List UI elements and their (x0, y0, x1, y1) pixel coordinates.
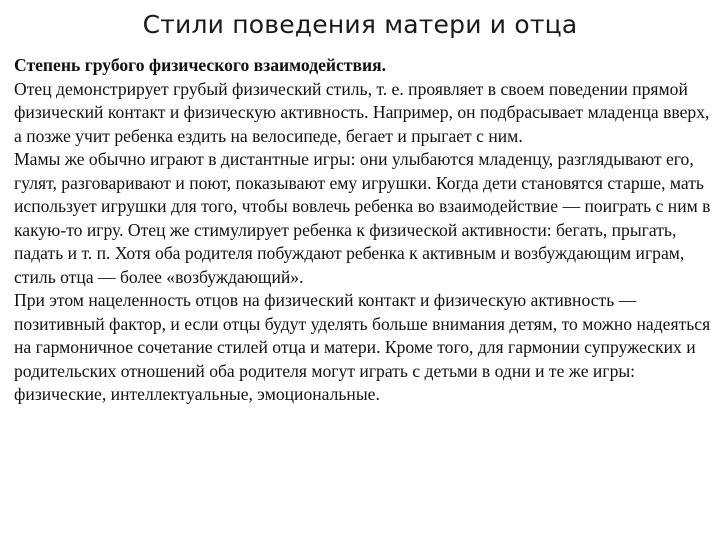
paragraph-mother-style: Мамы же обычно играют в дистантные игры: они улыбаются младенцу, разглядывают его, гулят, разговаривают и поют, показывают ему игрушки. Когда дети становятся старше, мать использует игрушки для того, чтобы вовлечь ребенка во взаимодействие — поиграть с ним в какую-то игру. Отец же стимулирует ребенка к физической активности: бегать, прыгать, падать и т. п. Хотя оба родителя побуждают ребенка к активным и возбуждающим играм, стиль отца — более «возбуждающий». (14, 149, 711, 287)
paragraph-harmony: При этом нацеленность отцов на физический контакт и физическую активность — позитивный фактор, и если отцы будут уделять больше внимания детям, то можно надеяться на гармоничное сочетание стилей отца и матери. Кроме того, для гармонии супружеских и родительских отношений оба родителя могут играть с детьми в одни и те же игры: физические, интеллектуальные, эмоциональные. (14, 290, 711, 404)
slide-title: Стили поведения матери и отца (142, 10, 578, 39)
paragraph-father-style: Отец демонстрирует грубый физический стиль, т. е. проявляет в своем поведении прямой физический контакт и физическую активность. Например, он подбрасывает младенца вверх, а позже учит ребенка ездить на велосипеде, бегает и прыгает с ним. (14, 78, 710, 146)
section-heading: Степень грубого физического взаимодействия. (14, 55, 387, 75)
slide-body (14, 54, 716, 407)
